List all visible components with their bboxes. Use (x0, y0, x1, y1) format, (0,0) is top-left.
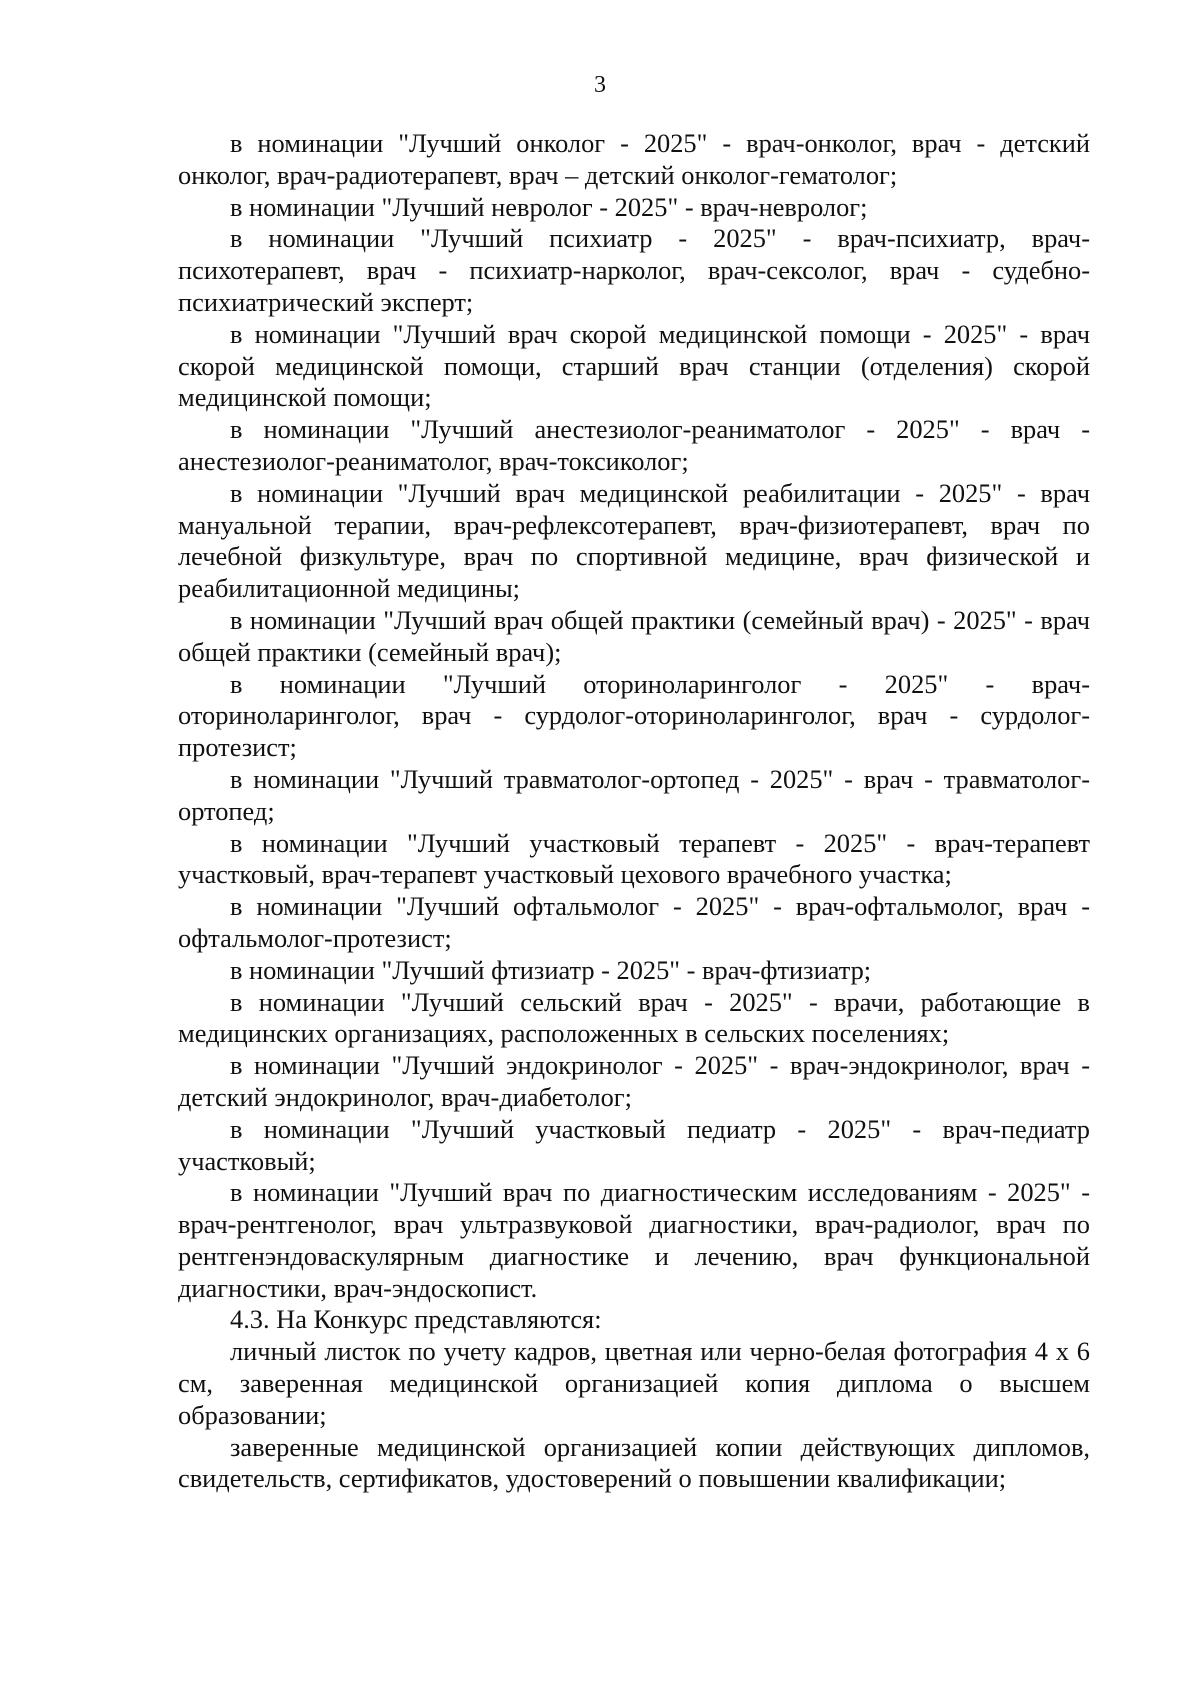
paragraph-oncologist: в номинации "Лучший онколог - 2025" - врач-онколог, врач - детский онколог, врач-радиотерапевт, врач – детский онколог-гематолог; (178, 128, 1090, 190)
paragraph-psychiatrist: в номинации "Лучший психиатр - 2025" - врач-психиатр, врач-психотерапевт, врач - психиатр-нарколог, врач-сексолог, врач - судебно-психиатрический эксперт; (178, 223, 1090, 317)
paragraph-otorhinolaryngologist: в номинации "Лучший оториноларинголог - 2025" - врач-оториноларинголог, врач - сурдолог-оториноларинголог, врач - сурдолог-протезист; (178, 668, 1090, 763)
document-body (178, 128, 1090, 1495)
paragraph-personal-sheet: личный листок по учету кадров, цветная или черно-белая фотография 4 х 6 см, заверенная медицинской организацией копия диплома о высшем образовании; (178, 1336, 1090, 1430)
page-number: 3 (594, 72, 606, 98)
paragraph-endocrinologist: в номинации "Лучший эндокринолог - 2025" - врач-эндокринолог, врач - детский эндокринолог, врач-диабетолог; (178, 1050, 1090, 1112)
paragraph-district-therapist: в номинации "Лучший участковый терапевт - 2025" - врач-терапевт участковый, врач-терапевт участковый цехового врачебного участка; (178, 827, 1090, 890)
paragraph-certified-copies: заверенные медицинской организацией копии действующих дипломов, свидетельств, сертификатов, удостоверений о повышении квалификации; (178, 1431, 1090, 1494)
paragraph-rehabilitation: в номинации "Лучший врач медицинской реабилитации - 2025" - врач мануальной терапии, врач-рефлексотерапевт, врач-физиотерапевт, врач по лечебной физкультуре, врач по спортивной медицине, врач физической и реабилитационной медицины; (178, 477, 1090, 604)
paragraph-emergency-doctor: в номинации "Лучший врач скорой медицинской помощи - 2025" - врач скорой медицинской помощи, старший врач станции (отделения) скорой медицинской помощи; (178, 318, 1090, 413)
paragraph-phthisiatrician: в номинации "Лучший фтизиатр - 2025" - врач-фтизиатр; (230, 954, 872, 985)
paragraph-diagnostics: в номинации "Лучший врач по диагностическим исследованиям - 2025" - врач-рентгенолог, врач ультразвуковой диагностики, врач-радиолог, врач по рентгенэндоваскулярным диагностике и лечению, врач функциональной диагностики, врач-эндоскопист. (178, 1177, 1090, 1303)
paragraph-district-pediatrician: в номинации "Лучший участковый педиатр - 2025" - врач-педиатр участковый; (178, 1113, 1090, 1176)
paragraph-rural-doctor: в номинации "Лучший сельский врач - 2025" - врачи, работающие в медицинских организациях, расположенных в сельских поселениях; (178, 986, 1090, 1049)
paragraph-neurologist: в номинации "Лучший невролог - 2025" - врач-невролог; (230, 191, 868, 222)
paragraph-ophthalmologist: в номинации "Лучший офтальмолог - 2025" - врач-офтальмолог, врач - офтальмолог-протезист; (178, 891, 1090, 953)
paragraph-general-practice: в номинации "Лучший врач общей практики (семейный врач) - 2025" - врач общей практики (семейный врач); (178, 604, 1090, 667)
section-heading-4-3: 4.3. На Конкурс представляются: (230, 1304, 602, 1335)
paragraph-traumatologist: в номинации "Лучший травматолог-ортопед - 2025" - врач - травматолог-ортопед; (178, 763, 1090, 826)
paragraph-anesthesiologist: в номинации "Лучший анестезиолог-реаниматолог - 2025" - врач - анестезиолог-реаниматолог, врач-токсиколог; (178, 414, 1090, 476)
